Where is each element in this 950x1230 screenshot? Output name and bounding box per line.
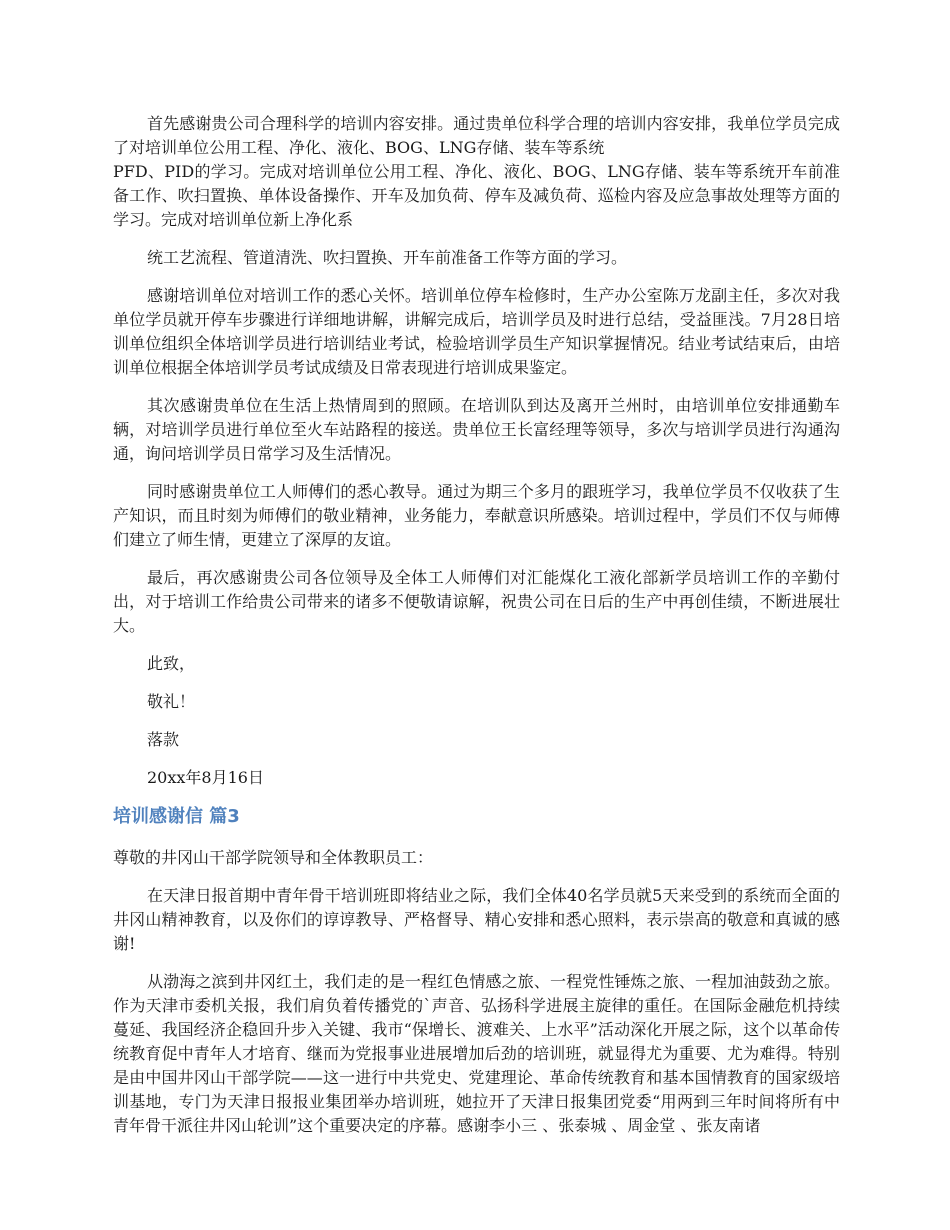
body-paragraph: 首先感谢贵公司合理科学的培训内容安排。通过贵单位科学合理的培训内容安排，我单位学员完成了对培训单位公用工程、净化、液化、BOG、LNG存储、装车等系统 PFD、PID的学习。完成对培训单位公用工程、净化、液化、BOG、LNG存储、装车等系统开车前准备工作、吹扫置换、单体设备操作、开车及加负荷、停车及减负荷、巡检内容及应急事故处理等方面的学习。完成对培训单位新上净化系 <box>113 114 840 229</box>
closing-salute: 敬礼！ <box>147 692 196 711</box>
body-paragraph: 在天津日报首期中青年骨干培训班即将结业之际，我们全体40名学员就5天来受到的系统而全面的井冈山精神教育，以及你们的谆谆教导、严格督导、精心安排和悉心照料，表示崇高的敬意和真诚的感谢! <box>113 886 840 953</box>
body-paragraph: 从渤海之滨到井冈红土，我们走的是一程红色情感之旅、一程党性锤炼之旅、一程加油鼓劲之旅。作为天津市委机关报，我们肩负着传播党的`声音、弘扬科学进展主旋律的重任。在国际金融危机持续蔓延、我国经济企稳回升步入关键、我市“保增长、渡难关、上水平”活动深化开展之际，这个以革命传统教育促中青年人才培育、继而为党报事业进展增加后劲的培训班，就显得尤为重要、尤为难得。特别是由中国井冈山干部学院——这一进行中共党史、党建理论、革命传统教育和基本国情教育的国家级培训基地，专门为天津日报报业集团举办培训班，她拉开了天津日报集团党委“用两到三年时间将所有中青年骨干派往井冈山轮训”这个重要决定的序幕。感谢李小三 、张泰城 、周金堂 、张友南诸 <box>113 972 840 1135</box>
document-page <box>113 112 840 1152</box>
body-paragraph: 最后，再次感谢贵公司各位领导及全体工人师傅们对汇能煤化工液化部新学员培训工作的辛勤付出，对于培训工作给贵公司带来的诸多不便敬请谅解，祝贵公司在日后的生产中再创佳绩，不断进展壮大。 <box>113 568 840 635</box>
body-paragraph: 感谢培训单位对培训工作的悉心关怀。培训单位停车检修时，生产办公室陈万龙副主任，多次对我单位学员就开停车步骤进行详细地讲解，讲解完成后，培训学员及时进行总结，受益匪浅。7月28日培训单位组织全体培训学员进行培训结业考试，检验培训学员生产知识掌握情况。结业考试结束后，由培训单位根据全体培训学员考试成绩及日常表现进行培训成果鉴定。 <box>113 286 840 377</box>
body-paragraph: 统工艺流程、管道清洗、吹扫置换、开车前准备工作等方面的学习。 <box>147 248 628 267</box>
body-paragraph: 其次感谢贵单位在生活上热情周到的照顾。在培训队到达及离开兰州时，由培训单位安排通勤车辆，对培训学员进行单位至火车站路程的接送。贵单位王长富经理等领导，多次与培训学员进行沟通沟通，询问培训学员日常学习及生活情况。 <box>113 396 840 463</box>
letter-date: 20xx年8月16日 <box>147 768 264 787</box>
body-paragraph: 同时感谢贵单位工人师傅们的悉心教导。通过为期三个多月的跟班学习，我单位学员不仅收获了生产知识，而且时刻为师傅们的敬业精神，业务能力，奉献意识所感染。培训过程中，学员们不仅与师傅们建立了师生情，更建立了深厚的友谊。 <box>113 482 840 549</box>
section-heading: 培训感谢信 篇3 <box>113 806 240 827</box>
signature: 落款 <box>147 730 180 749</box>
salutation: 尊敬的井冈山干部学院领导和全体教职员工： <box>113 848 434 867</box>
closing-line: 此致， <box>147 654 196 673</box>
